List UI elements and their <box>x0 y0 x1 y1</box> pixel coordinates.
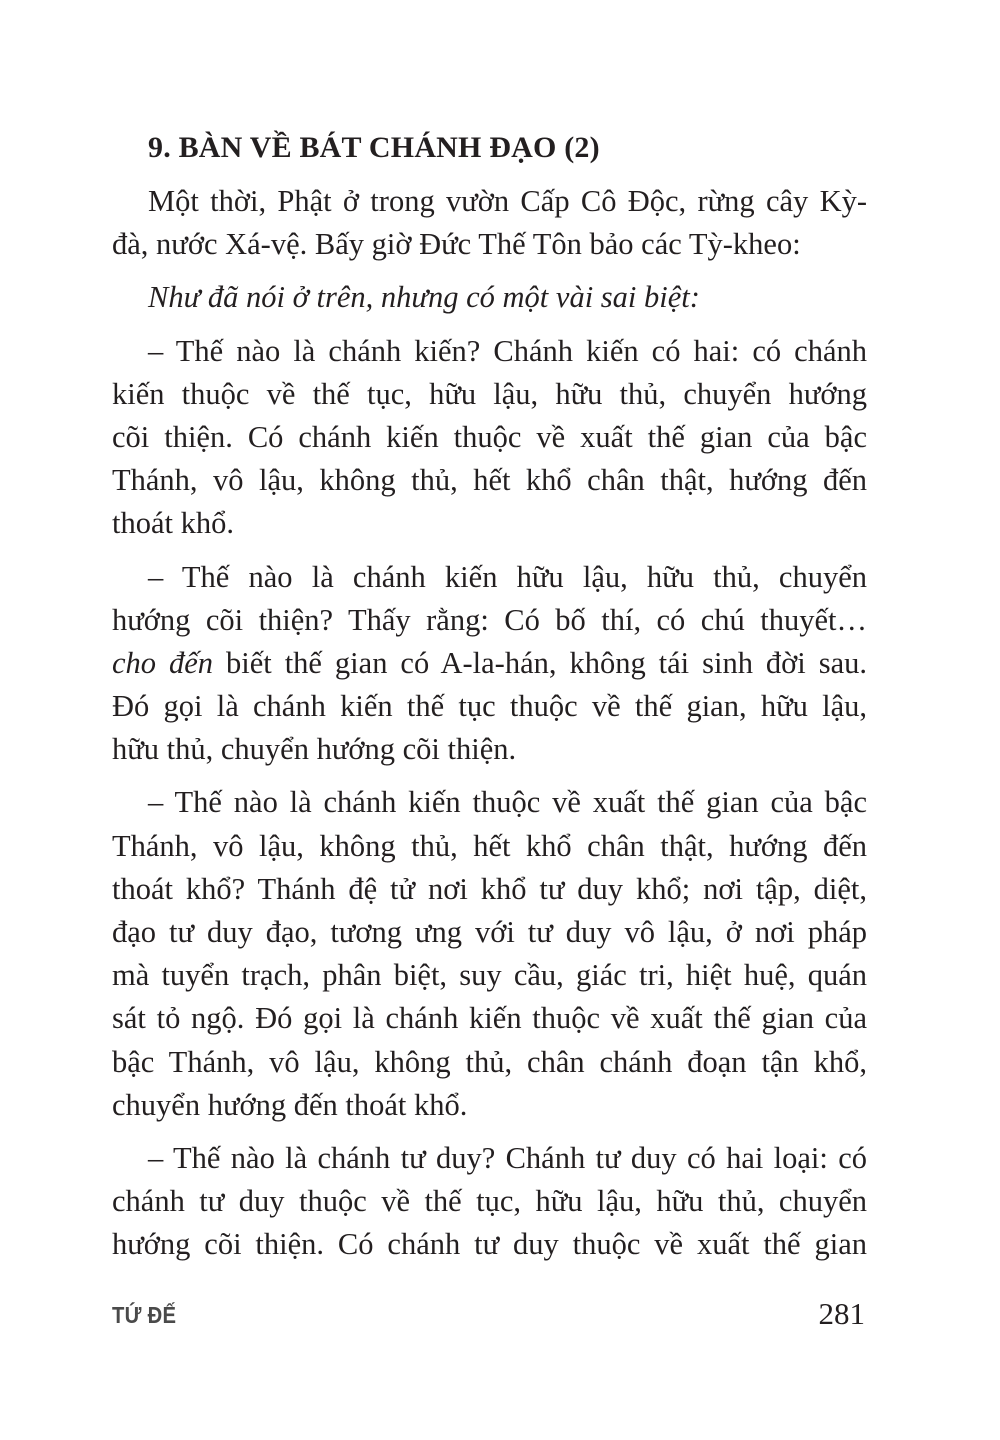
text-line: đạo tư duy đạo, tương ưng với tư duy vô lậu, ở nơi pháp <box>112 915 867 949</box>
text-line: hướng cõi thiện? Thấy rằng: Có bố thí, có chú thuyết… <box>112 602 867 637</box>
text-line: – Thế nào là chánh kiến hữu lậu, hữu thủ, chuyển <box>148 559 867 594</box>
text-line: Thánh, vô lậu, không thủ, hết khổ chân thật, hướng đến <box>112 463 867 498</box>
text-line: Đó gọi là chánh kiến thế tục thuộc về thế gian, hữu lậu, <box>112 689 867 724</box>
body-text <box>112 180 867 1277</box>
book-page <box>112 0 867 1440</box>
paragraph-italic-note <box>112 276 867 319</box>
text-line: hữu thủ, chuyển hướng cõi thiện. <box>112 732 517 767</box>
text-line: Thánh, vô lậu, không thủ, hết khổ chân thật, hướng đến <box>112 828 867 863</box>
text-line: kiến thuộc về thế tục, hữu lậu, hữu thủ, chuyển hướng <box>112 376 867 411</box>
running-footer-title: TỨ ĐẾ <box>112 1302 177 1328</box>
text-line: – Thế nào là chánh tư duy? Chánh tư duy có hai loại: có <box>148 1140 867 1175</box>
text-line: đà, nước Xá-vệ. Bấy giờ Đức Thế Tôn bảo các Tỳ-kheo: <box>112 227 801 262</box>
text-line: sát tỏ ngộ. Đó gọi là chánh kiến thuộc về xuất thế gian của <box>112 1001 867 1036</box>
paragraph <box>112 781 867 1127</box>
text-line: mà tuyển trạch, phân biệt, suy cầu, giác tri, hiệt huệ, quán <box>112 958 867 993</box>
paragraph <box>112 330 867 546</box>
paragraph <box>112 1137 867 1267</box>
italic-phrase: cho đến <box>112 645 214 680</box>
paragraph <box>112 556 867 772</box>
text-line: Như đã nói ở trên, nhưng có một vài sai biệt: <box>148 280 700 315</box>
page-number: 281 <box>818 1296 865 1331</box>
text-line: bậc Thánh, vô lậu, không thủ, chân chánh đoạn tận khổ, <box>112 1044 867 1079</box>
text-line: Một thời, Phật ở trong vườn Cấp Cô Độc, rừng cây Kỳ- <box>148 184 867 218</box>
text-run: biết thế gian có A-la-hán, không tái sinh đời sau. <box>213 645 868 680</box>
text-line: – Thế nào là chánh kiến? Chánh kiến có hai: có chánh <box>148 333 867 368</box>
text-line: chánh tư duy thuộc về thế tục, hữu lậu, hữu thủ, chuyển <box>112 1184 867 1219</box>
section-heading: 9. BÀN VỀ BÁT CHÁNH ĐẠO (2) <box>148 131 600 164</box>
text-line: chuyển hướng đến thoát khổ. <box>112 1087 468 1122</box>
text-line: hướng cõi thiện. Có chánh tư duy thuộc về xuất thế gian <box>112 1227 867 1262</box>
text-line: cõi thiện. Có chánh kiến thuộc về xuất thế gian của bậc <box>112 419 867 454</box>
text-line: – Thế nào là chánh kiến thuộc về xuất thế gian của bậc <box>148 785 867 820</box>
text-line: thoát khổ. <box>112 506 234 541</box>
text-line <box>112 642 867 685</box>
text-line: thoát khổ? Thánh đệ tử nơi khổ tư duy khổ; nơi tập, diệt, <box>112 871 867 906</box>
paragraph <box>112 180 867 266</box>
